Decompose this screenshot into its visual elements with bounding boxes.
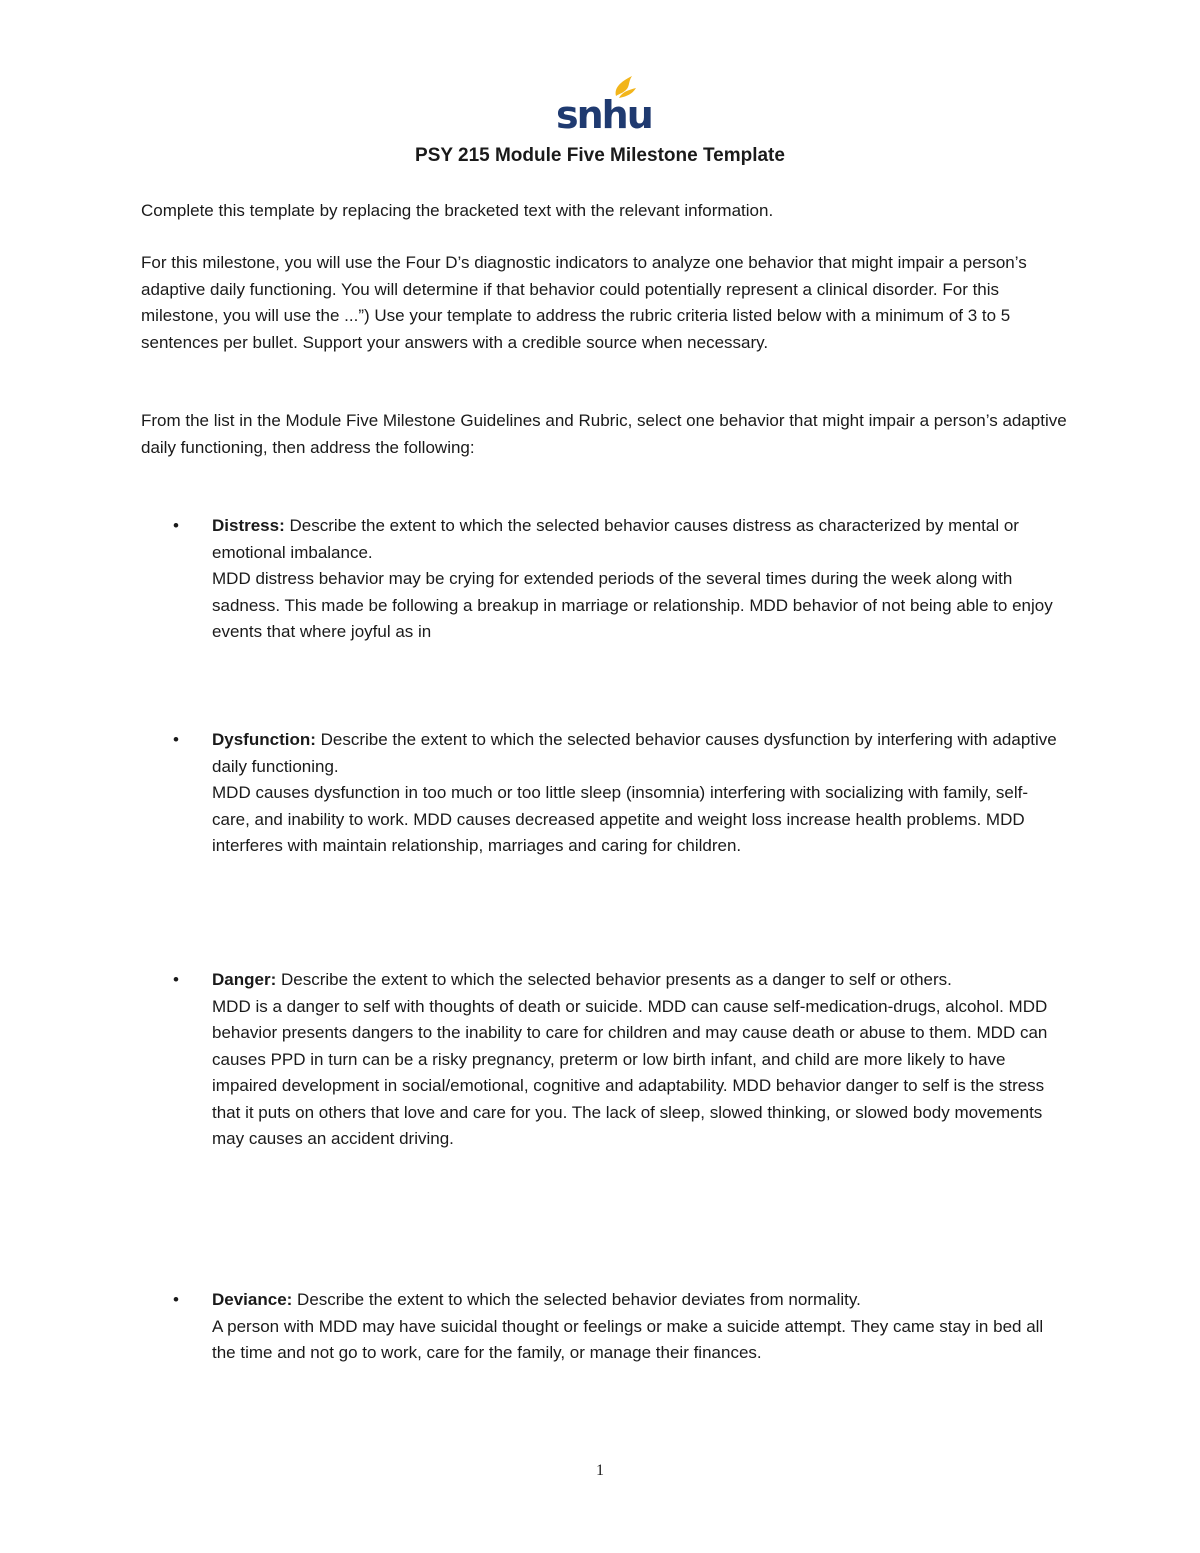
bullet-answer: MDD is a danger to self with thoughts of death or suicide. MDD can cause self-medication-drugs, alcohol. MDD behavior presents dangers to the inability to care for children and may cause death or abuse to them. MDD can causes PPD in turn can be a risky pregnancy, preterm or low birth infant, and child are more likely to have impaired development in social/emotional, cognitive and adaptability. MDD behavior danger to self is the stress that it puts on others that love and care for you. The lack of sleep, slowed thinking, or slowed body movements may causes an accident driving. (212, 996, 1048, 1148)
bullet-danger (141, 967, 1071, 1153)
bullet-answer: A person with MDD may have suicidal thought or feelings or make a suicide attempt. They came stay in bed all the time and not go to work, care for the family, or manage their finances. (212, 1316, 1044, 1362)
bullet-prompt: Describe the extent to which the selected behavior causes dysfunction by interfering with adaptive daily functioning. (212, 730, 1057, 776)
bullet-dot-icon: • (173, 1290, 179, 1309)
instruction-text: Complete this template by replacing the bracketed text with the relevant information. (141, 201, 774, 220)
bullet-answer: MDD causes dysfunction in too much or too little sleep (insomnia) interfering with socializing with family, self-care, and inability to work. MDD causes decreased appetite and weight loss increase health problems. MDD interferes with maintain relationship, marriages and caring for children. (212, 783, 1029, 855)
bullet-term: Distress: (212, 516, 285, 535)
bullet-term: Dysfunction: (212, 730, 316, 749)
bullet-prompt: Describe the extent to which the selected behavior causes distress as characterized by mental or emotional imbalance. (212, 516, 1019, 562)
bullet-dysfunction (141, 727, 1071, 860)
bullet-term: Deviance: (212, 1290, 293, 1309)
bullet-deviance (141, 1287, 1071, 1367)
bullet-term: Danger: (212, 970, 277, 989)
logo-wordmark: snhu (556, 93, 652, 137)
bullet-answer: MDD distress behavior may be crying for extended periods of the several times during the week along with sadness. This made be following a breakup in marriage or relationship. MDD behavior of not being able to enjoy events that where joyful as in (212, 569, 1053, 641)
snhu-logo (556, 74, 652, 137)
bullet-dot-icon: • (173, 970, 179, 989)
bullet-dot-icon: • (173, 516, 179, 535)
bullet-distress (141, 513, 1071, 646)
bullet-dot-icon: • (173, 730, 179, 749)
bullet-prompt: Describe the extent to which the selected behavior presents as a danger to self or others. (276, 970, 952, 989)
page-number: 1 (596, 1462, 604, 1479)
page-title: PSY 215 Module Five Milestone Template (415, 145, 785, 166)
milestone-description: For this milestone, you will use the Four D’s diagnostic indicators to analyze one behavior that might impair a person’s adaptive daily functioning. You will determine if that behavior could potentially represent a clinical disorder. For this milestone, you will use the ...”) Use your template to address the rubric criteria listed below with a minimum of 3 to 5 sentences per bullet. Support your answers with a credible source when necessary. (141, 253, 1027, 352)
selection-instruction: From the list in the Module Five Milestone Guidelines and Rubric, select one behavior that might impair a person’s adaptive daily functioning, then address the following: (141, 411, 1067, 457)
bullet-prompt: Describe the extent to which the selected behavior deviates from normality. (292, 1290, 861, 1309)
